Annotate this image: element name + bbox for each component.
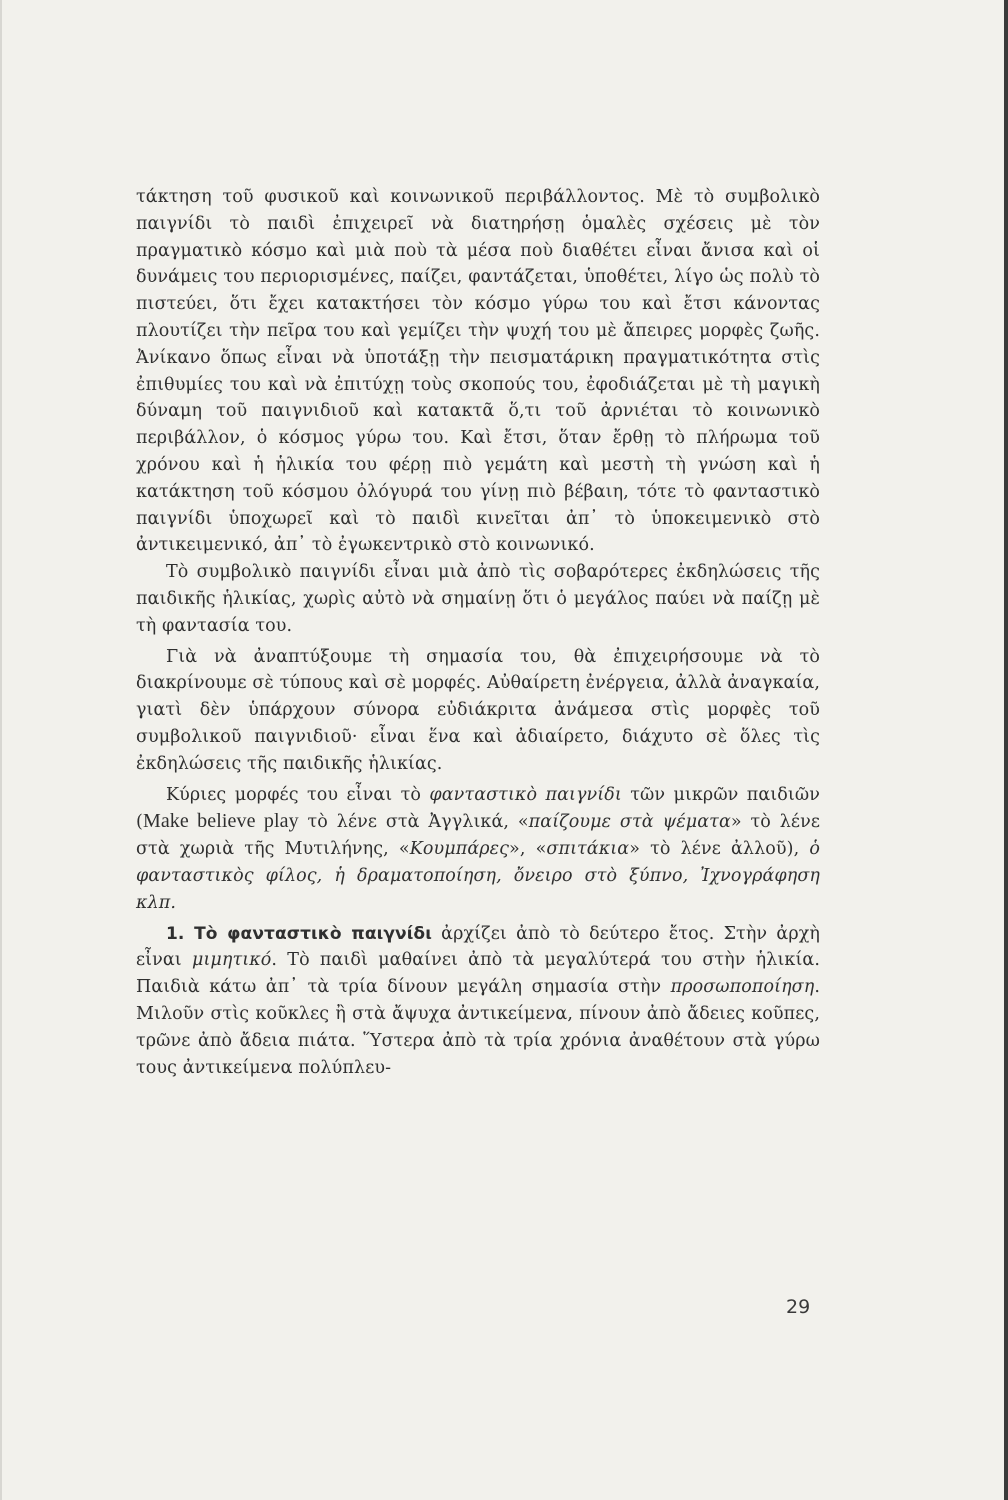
p5-text: . Μιλοῦν στὶς κοῦκλες ἢ στὰ ἄψυχα ἀντικείμενα, πίνουν ἀπὸ ἄδειες κοῦπες, τρῶνε ἀπὸ ἄδεια πιάτα. Ὕστερα ἀπὸ τὰ τρία χρόνια ἀναθέτουν στὰ γύρω τους ἀντικείμενα πολύπλευ- — [136, 977, 820, 1078]
page-left-edge — [0, 0, 2, 1500]
italic-term: φανταστικὸ παιγνίδι — [429, 784, 622, 805]
p4-text: Κύριες μορφές του εἶναι τὸ — [166, 784, 430, 805]
p5-text: . Τὸ παιδὶ μαθαίνει ἀπὸ τὰ μεγαλύτερά του στὴν ἡλικία. Παιδιὰ κάτω ἀπ᾽ τὰ τρία δίνουν μεγάλη σημασία στὴν — [136, 950, 820, 998]
italic-term: σπιτάκια — [546, 839, 630, 860]
body-text — [136, 184, 820, 1081]
italic-term: παίζουμε στὰ ψέματα — [528, 812, 731, 833]
p5-text: ἀρχίζει ἀπὸ τὸ δεύτερο ἔτος. Στὴν ἀρχὴ εἶναι — [136, 923, 820, 971]
page-number: 29 — [786, 1296, 811, 1318]
italic-term: Κουμπάρες — [409, 839, 510, 860]
p4-text: » τὸ λένε στὰ χωριὰ τῆς Μυτιλήνης, « — [136, 812, 821, 860]
italic-term: ὁ φανταστικὸς φίλος, ἡ δραματοποίηση, ὄνειρο στὸ ξύπνο, Ἰχνογράφηση κλπ. — [136, 839, 820, 913]
p4-text: », « — [509, 839, 547, 860]
section-heading: 1. Τὸ φανταστικὸ παιγνίδι — [166, 923, 432, 944]
paragraph-4 — [136, 782, 820, 917]
latin-phrase: Make believe play — [142, 810, 299, 833]
p4-text: » τὸ λένε ἀλλοῦ), — [629, 839, 810, 860]
paragraph-2: Τὸ συμβολικὸ παιγνίδι εἶναι μιὰ ἀπὸ τὶς σοβαρότερες ἐκδηλώσεις τῆς παιδικῆς ἡλικίας, χωρὶς αὐτὸ νὰ σημαίνῃ ὅτι ὁ μεγάλος παύει νὰ παίζῃ μὲ τὴ φαντασία του. — [136, 562, 820, 636]
italic-term: προσωποποίηση — [670, 977, 815, 998]
p4-text: τῶν μικρῶν παιδιῶν ( — [136, 784, 820, 833]
paragraph-5 — [136, 921, 820, 1082]
p4-text: τὸ λένε στὰ Ἀγγλικά, « — [298, 812, 529, 833]
page-right-edge — [1004, 0, 1008, 1500]
paragraph-3: Γιὰ νὰ ἀναπτύξουμε τὴ σημασία του, θὰ ἐπιχειρήσουμε νὰ τὸ διακρίνουμε σὲ τύπους καὶ σὲ μορφές. Αὐθαίρετη ἐνέργεια, ἀλλὰ ἀναγκαία, γιατὶ δὲν ὑπάρχουν σύνορα εὐδιάκριτα ἀνάμεσα στὶς μορφὲς τοῦ συμβολικοῦ παιγνιδιοῦ· εἶναι ἕνα καὶ ἀδιαίρετο, διάχυτο σὲ ὅλες τὶς ἐκδηλώσεις τῆς παιδικῆς ἡλικίας. — [136, 646, 820, 774]
paragraph-1: τάκτηση τοῦ φυσικοῦ καὶ κοινωνικοῦ περιβάλλοντος. Μὲ τὸ συμβολικὸ παιγνίδι τὸ παιδὶ ἐπιχειρεῖ νὰ διατηρήσῃ ὁμαλὲς σχέσεις μὲ τὸν πραγματικὸ κόσμο καὶ μιὰ ποὺ τὰ μέσα ποὺ διαθέτει εἶναι ἄνισα καὶ οἱ δυνάμεις του περιορισμένες, παίζει, φαντάζεται, ὑποθέτει, λίγο ὡς πολὺ τὸ πιστεύει, ὅτι ἔχει κατακτήσει τὸν κόσμο γύρω του καὶ ἔτσι κάνοντας πλουτίζει τὴν πεῖρα του καὶ γεμίζει τὴν ψυχή του μὲ ἄπειρες μορφὲς ζωῆς. Ἀνίκανο ὅπως εἶναι νὰ ὑποτάξῃ τὴν πεισματάρικη πραγματικότητα στὶς ἐπιθυμίες του καὶ νὰ ἐπιτύχῃ τοὺς σκοπούς του, ἐφοδιάζεται μὲ τὴ μαγικὴ δύναμη τοῦ παιγνιδιοῦ καὶ κατακτᾶ ὅ,τι τοῦ ἀρνιέται τὸ κοινωνικὸ περιβάλλον, ὁ κόσμος γύρω του. Καὶ ἔτσι, ὅταν ἔρθῃ τὸ πλήρωμα τοῦ χρόνου καὶ ἡ ἡλικία του φέρῃ πιὸ γεμάτη καὶ μεστὴ τὴ γνώση καὶ ἡ κατάκτηση τοῦ κόσμου ὀλόγυρά του γίνῃ πιὸ βέβαιη, τότε τὸ φανταστικὸ παιγνίδι ὑποχωρεῖ καὶ τὸ παιδὶ κινεῖται ἀπ᾽ τὸ ὑποκειμενικὸ στὸ ἀντικειμενικό, ἀπ᾽ τὸ ἐγωκεντρικὸ στὸ κοινωνικό. — [136, 187, 820, 556]
italic-term: μιμητικό — [191, 950, 272, 971]
